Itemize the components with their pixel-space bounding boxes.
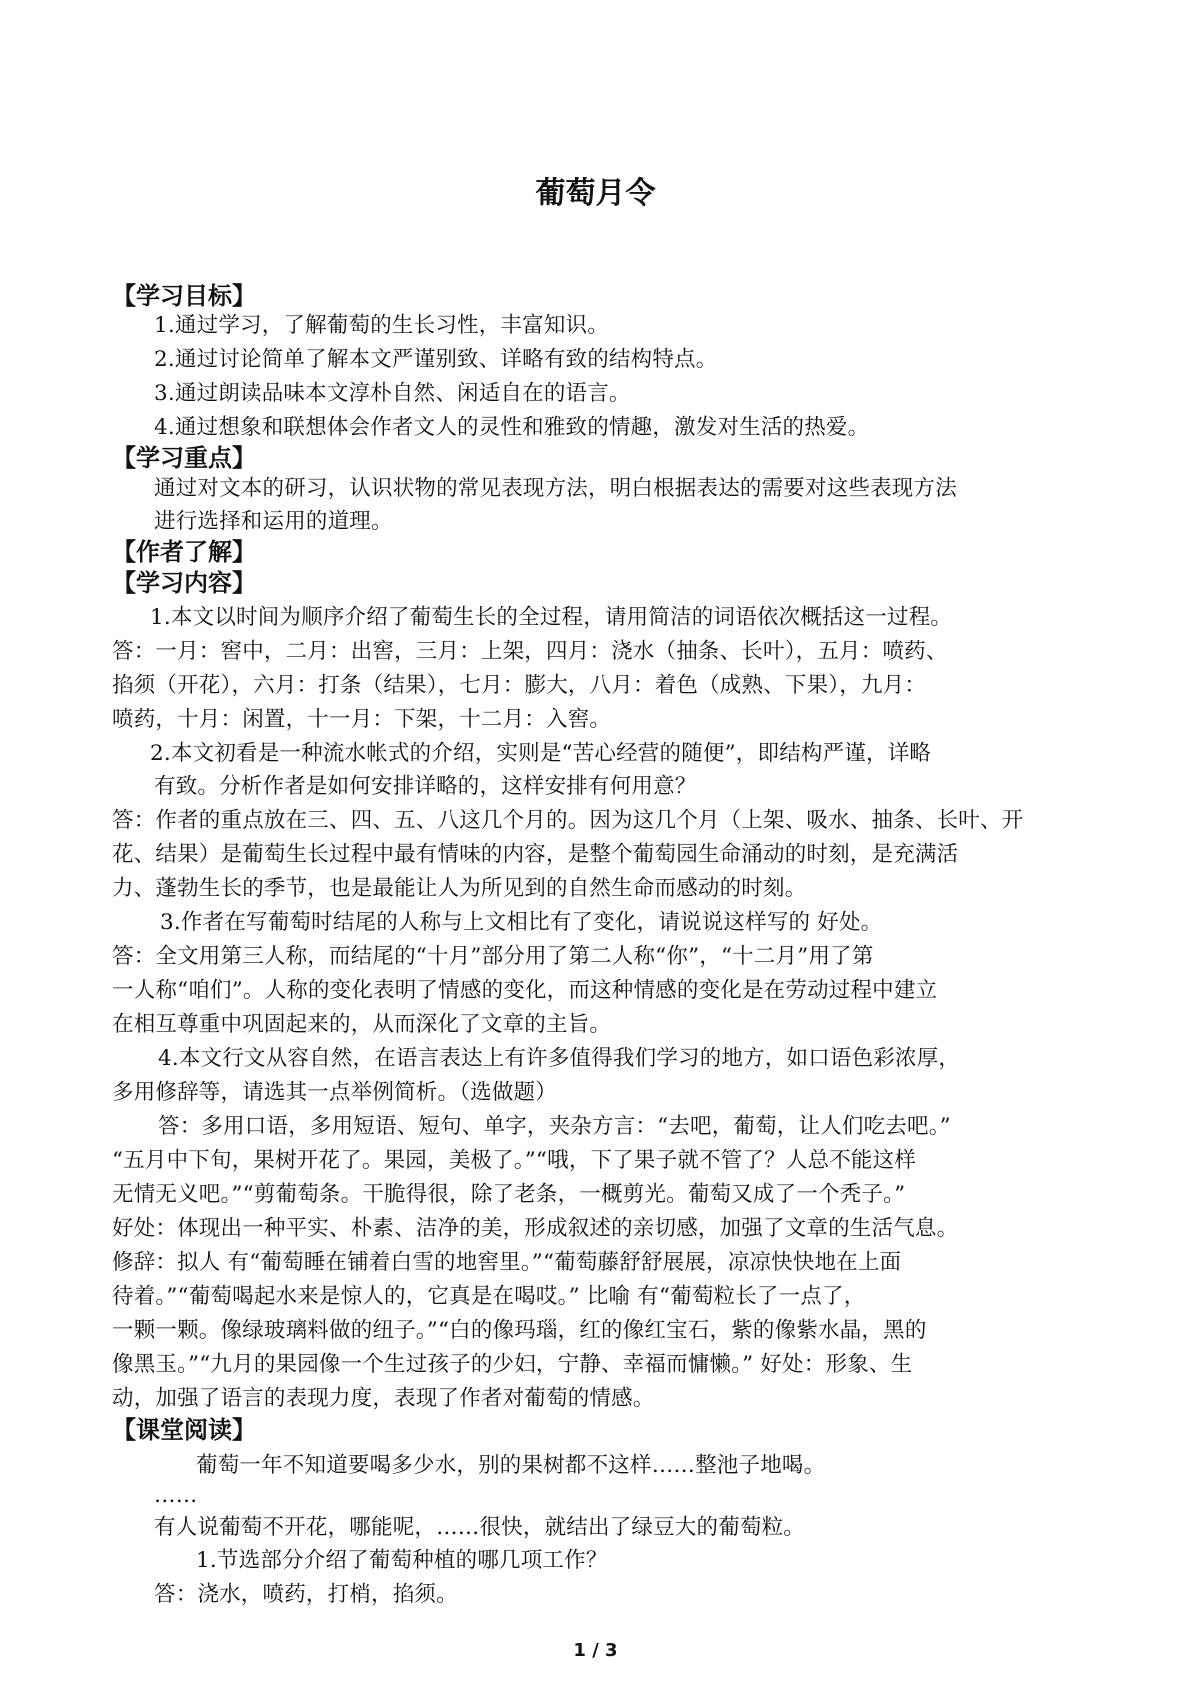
reading-excerpt: 葡萄一年不知道要喝多少水，别的果树都不这样……整池子地喝。 — [196, 1453, 826, 1478]
content-answer-line: 一颗一颗。像绿玻璃料做的纽子。”“白的像玛瑙，红的像红宝石，紫的像紫水晶，黑的 — [112, 1318, 927, 1343]
document-title: 葡萄月令 — [535, 176, 656, 211]
content-answer-line: “五月中下旬，果树开花了。果园，美极了。”“哦，下了果子就不管了？人总不能这样 — [112, 1148, 917, 1173]
content-answer-line: 待着。”“葡萄喝起水来是惊人的，它真是在喝哎。” 比喻 有“葡萄粒长了一点了， — [112, 1284, 866, 1309]
content-answer-line: 答：作者的重点放在三、四、五、八这几个月的。因为这几个月（上架、吸水、抽条、长叶、开 — [112, 808, 1024, 833]
goal-item: 3.通过朗读品味本文淳朴自然、闲适自在的语言。 — [154, 381, 631, 406]
content-answer-line: 力、蓬勃生长的季节，也是最能让人为所见到的自然生命而感动的时刻。 — [112, 876, 807, 901]
content-question-cont: 有致。分析作者是如何安排详略的，这样安排有何用意？ — [154, 774, 697, 799]
content-answer-line: 喷药，十月：闲置，十一月：下架，十二月：入窖。 — [112, 707, 612, 732]
content-answer-line: 修辞：拟人 有“葡萄睡在铺着白雪的地窖里。”“葡萄藤舒舒展展，凉凉快快地在上面 — [112, 1250, 902, 1275]
heading-content: 【学习内容】 — [112, 569, 256, 597]
content-question: 2.本文初看是一种流水帐式的介绍，实则是“苦心经营的随便”，即结构严谨，详略 — [150, 741, 932, 766]
content-answer-line: 答：全文用第三人称，而结尾的“十月”部分用了第二人称“你”，“十二月”用了第 — [112, 944, 874, 969]
content-answer-line: 掐须（开花），六月：打条（结果），七月：膨大，八月：着色（成熟、下果），九月： — [112, 673, 927, 698]
content-question-cont: 多用修辞等，请选其一点举例简析。（选做题） — [112, 1080, 557, 1105]
goal-item: 4.通过想象和联想体会作者文人的灵性和雅致的情趣，激发对生活的热爱。 — [154, 415, 870, 440]
heading-focus: 【学习重点】 — [112, 444, 256, 472]
goal-item: 2.通过讨论简单了解本文严谨别致、详略有致的结构特点。 — [154, 347, 718, 372]
heading-goals: 【学习目标】 — [112, 282, 256, 310]
heading-reading: 【课堂阅读】 — [112, 1416, 256, 1444]
page-number: 1 / 3 — [573, 1640, 618, 1661]
content-answer-line: 无情无义吧。”“剪葡萄条。干脆得很，除了老条，一概剪光。葡萄又成了一个秃子。” — [112, 1182, 906, 1207]
focus-line: 通过对文本的研习，认识状物的常见表现方法，明白根据表达的需要对这些表现方法 — [154, 476, 957, 501]
focus-line: 进行选择和运用的道理。 — [154, 509, 393, 534]
goal-item: 1.通过学习，了解葡萄的生长习性，丰富知识。 — [154, 313, 609, 338]
content-question: 3.作者在写葡萄时结尾的人称与上文相比有了变化，请说说这样写的 好处。 — [160, 910, 883, 935]
content-question: 4.本文行文从容自然，在语言表达上有许多值得我们学习的地方，如口语色彩浓厚， — [158, 1046, 961, 1071]
reading-excerpt: 有人说葡萄不开花，哪能呢，……很快，就结出了绿豆大的葡萄粒。 — [154, 1515, 806, 1540]
content-answer-line: 答：多用口语，多用短语、短句、单字，夹杂方言：“去吧，葡萄，让人们吃去吧。” — [158, 1114, 951, 1139]
reading-ellipsis: …… — [154, 1483, 198, 1508]
content-answer-line: 一人称“咱们”。人称的变化表明了情感的变化，而这种情感的变化是在劳动过程中建立 — [112, 978, 938, 1003]
heading-author: 【作者了解】 — [112, 538, 256, 566]
content-answer-line: 好处：体现出一种平实、朴素、洁净的美，形成叙述的亲切感，加强了文章的生活气息。 — [112, 1216, 959, 1241]
content-answer-line: 花、结果）是葡萄生长过程中最有情味的内容，是整个葡萄园生命涌动的时刻，是充满活 — [112, 842, 959, 867]
content-question: 1.本文以时间为顺序介绍了葡萄生长的全过程，请用简洁的词语依次概括这一过程。 — [150, 605, 953, 630]
reading-question: 1.节选部分介绍了葡萄种植的哪几项工作？ — [196, 1548, 608, 1573]
content-answer-line: 像黑玉。”“九月的果园像一个生过孩子的少妇，宁静、幸福而慵懒。” 好处：形象、生 — [112, 1352, 913, 1377]
reading-answer: 答：浇水，喷药，打梢，掐须。 — [154, 1582, 458, 1607]
content-answer-line: 答：一月：窖中，二月：出窖，三月：上架，四月：浇水（抽条、长叶），五月：喷药、 — [112, 639, 948, 664]
content-answer-line: 在相互尊重中巩固起来的，从而深化了文章的主旨。 — [112, 1012, 612, 1037]
content-answer-line: 动，加强了语言的表现力度，表现了作者对葡萄的情感。 — [112, 1386, 655, 1411]
